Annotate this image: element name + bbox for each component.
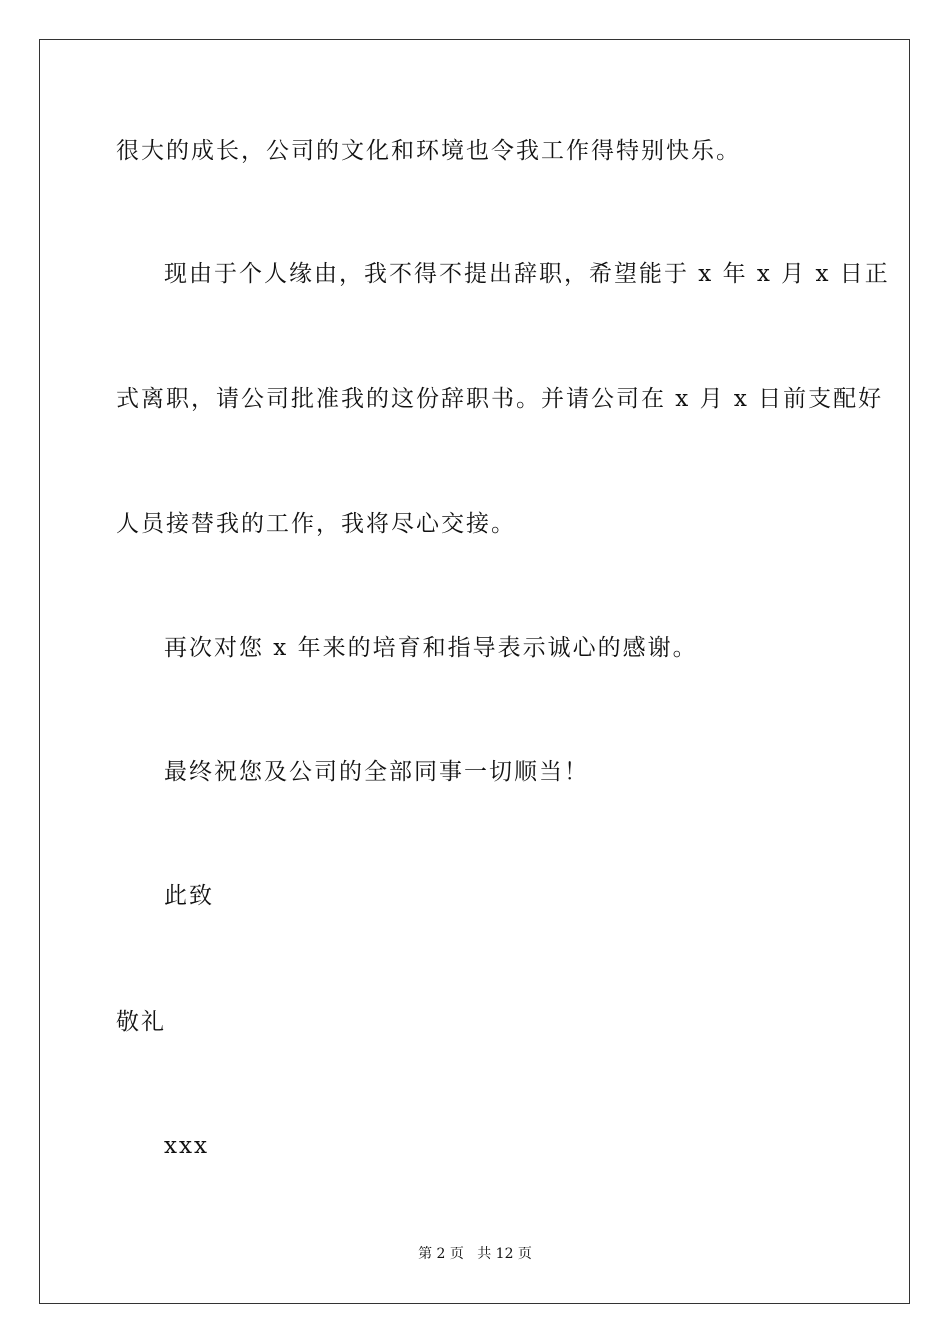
paragraph-line-2: 现由于个人缘由，我不得不提出辞职，希望能于 x 年 x 月 x 日正	[164, 261, 890, 287]
page-number-footer: 第 2 页 共 12 页	[418, 1246, 532, 1262]
paragraph-line-5: 再次对您 x 年来的培育和指导表示诚心的感谢。	[164, 635, 698, 661]
closing-salute: 敬礼	[116, 1009, 166, 1035]
signature-name: xxx	[164, 1133, 209, 1159]
paragraph-line-1: 很大的成长，公司的文化和环境也令我工作得特别快乐。	[116, 138, 741, 164]
paragraph-line-6: 最终祝您及公司的全部同事一切顺当！	[164, 759, 589, 785]
page-frame	[39, 39, 910, 1304]
paragraph-line-4: 人员接替我的工作，我将尽心交接。	[116, 511, 516, 537]
paragraph-line-3: 式离职，请公司批准我的这份辞职书。并请公司在 x 月 x 日前支配好	[116, 386, 884, 412]
closing-greeting: 此致	[164, 883, 214, 909]
